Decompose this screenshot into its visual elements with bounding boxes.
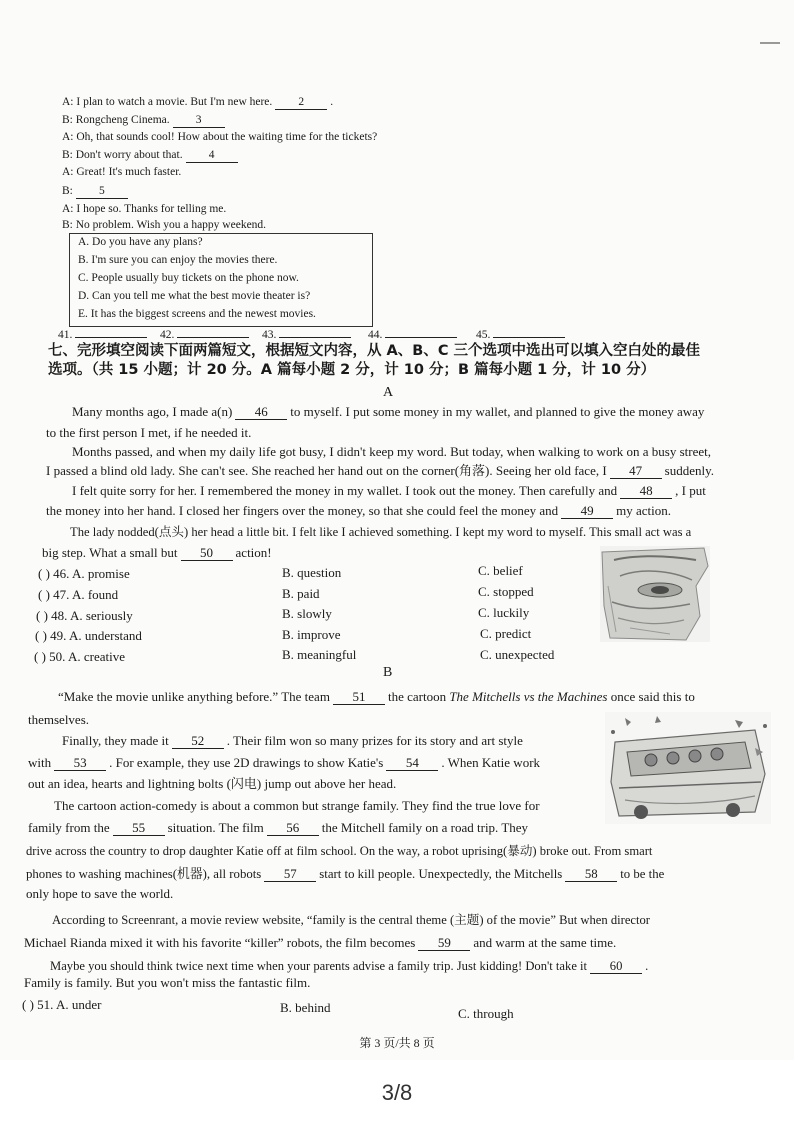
dialogue-line-6 <box>62 183 131 199</box>
dialogue-line-4 <box>62 147 241 163</box>
passage-b-line: drive across the country to drop daughter Katie off at film school. On the way, a robot uprising(暴动) broke out. From smart <box>26 844 653 858</box>
passage-text: , I put <box>675 483 706 498</box>
blank-55: 55 <box>113 821 165 836</box>
question-46-option-b: B. question <box>282 565 342 580</box>
passage-text: phones to washing machines(机器), all robots <box>26 867 262 881</box>
answer-label: 45. <box>476 329 491 341</box>
question-47[interactable] <box>38 587 118 603</box>
passage-text: once said this to <box>610 689 695 704</box>
option-a-text: 51. A. under <box>37 997 102 1012</box>
passage-text: Finally, they made it <box>62 733 169 748</box>
option-b: B. I'm sure you can enjoy the movies there. <box>78 254 278 266</box>
option-a: A. Do you have any plans? <box>78 236 203 248</box>
passage-b-line: Family is family. But you won't miss the fantastic film. <box>24 975 311 990</box>
passage-text: Maybe you should think twice next time when your parents advise a family trip. Just kidding! Don't take it <box>50 959 588 973</box>
passage-b-line <box>50 958 648 974</box>
answer-label: 42. <box>160 329 175 341</box>
answer-41 <box>58 327 150 343</box>
question-50-option-b: B. meaningful <box>282 647 357 662</box>
answer-42 <box>160 327 252 343</box>
blank-60: 60 <box>590 959 642 974</box>
passage-b-line <box>58 689 695 705</box>
dialogue-text: A: Great! It's much faster. <box>62 166 182 178</box>
question-48-option-c: C. luckily <box>478 605 530 620</box>
answer-bracket[interactable]: ( ) <box>38 566 50 581</box>
passage-text: “Make the movie unlike anything before.” The team <box>58 689 330 704</box>
passage-text: . For example, they use 2D drawings to show Katie's <box>109 755 384 770</box>
passage-b-line: out an idea, hearts and lightning bolts (闪电) jump out above her head. <box>28 776 397 791</box>
passage-text: to be the <box>620 867 665 881</box>
passage-text: with <box>28 755 52 770</box>
question-50-option-c: C. unexpected <box>480 647 555 662</box>
blank-48: 48 <box>620 484 672 499</box>
passage-b-line <box>62 733 523 749</box>
passage-text: the Mitchell family on a road trip. They <box>321 820 529 835</box>
dialogue-text: B: <box>62 185 73 197</box>
passage-text: . Their film won so many prizes for its story and art style <box>226 733 523 748</box>
passage-a-heading: A <box>383 385 394 400</box>
option-a-text: 47. A. found <box>53 587 119 602</box>
answer-44 <box>368 327 460 343</box>
answer-bracket[interactable]: ( ) <box>22 997 34 1012</box>
dialogue-text: . <box>330 96 334 108</box>
blank-54: 54 <box>386 756 438 771</box>
passage-text: Many months ago, I made a(n) <box>72 404 233 419</box>
passage-text: Michael Rianda mixed it with his favorite “killer” robots, the film becomes <box>24 935 416 950</box>
question-49[interactable] <box>35 628 142 644</box>
blank-58: 58 <box>565 867 617 882</box>
dialogue-line-3 <box>62 129 377 145</box>
blank-50: 50 <box>181 546 233 561</box>
question-47-option-c: C. stopped <box>478 584 534 599</box>
dialogue-text: A: Oh, that sounds cool! How about the waiting time for the tickets? <box>62 131 378 143</box>
passage-b-line <box>26 866 664 882</box>
question-51[interactable] <box>22 997 101 1013</box>
passage-text: suddenly. <box>664 463 715 478</box>
passage-b-line <box>28 755 540 771</box>
blank-46: 46 <box>235 405 287 420</box>
option-a-text: 46. A. promise <box>53 566 130 581</box>
passage-text: . When Katie work <box>441 755 541 770</box>
passage-text: . <box>645 959 649 973</box>
passage-b-line <box>24 935 616 951</box>
passage-b-line <box>28 820 528 836</box>
scan-mark <box>760 42 780 44</box>
answer-blank <box>177 337 249 338</box>
dialogue-line-8 <box>62 217 266 233</box>
blank-49: 49 <box>561 504 613 519</box>
blank-3: 3 <box>173 113 225 128</box>
question-46[interactable] <box>38 566 130 582</box>
passage-b-line: According to Screenrant, a movie review website, “family is the central theme (主题) of the movie” But when director <box>52 913 650 927</box>
answer-bracket[interactable]: ( ) <box>35 628 47 643</box>
option-e: E. It has the biggest screens and the newest movies. <box>78 308 316 320</box>
question-49-option-b: B. improve <box>282 627 341 642</box>
passage-a-line <box>46 503 671 519</box>
blank-47: 47 <box>610 464 662 479</box>
answer-label: 41. <box>58 329 73 341</box>
blank-2: 2 <box>275 95 327 110</box>
options-box <box>69 233 373 327</box>
question-47-option-b: B. paid <box>282 586 320 601</box>
question-51-option-c: C. through <box>458 1006 514 1021</box>
passage-text: my action. <box>616 503 672 518</box>
dialogue-line-1 <box>62 94 333 110</box>
dialogue-text: B: No problem. Wish you a happy weekend. <box>62 219 267 231</box>
answer-43 <box>262 327 354 343</box>
dialogue-line-5 <box>62 164 181 180</box>
dialogue-text: A: I plan to watch a movie. But I'm new here. <box>62 96 273 108</box>
passage-a-line: to the first person I met, if he needed it. <box>46 425 252 440</box>
answer-blank <box>493 337 565 338</box>
passage-b-heading: B <box>383 665 393 680</box>
passage-a-line: The lady nodded(点头) her head a little bit. I felt like I achieved something. I kept my word to myself. This small act was a <box>70 525 692 539</box>
passage-text: the money into her hand. I closed her fingers over the money, so that she could feel the money and <box>46 503 559 518</box>
option-a-text: 50. A. creative <box>49 649 125 664</box>
answer-bracket[interactable]: ( ) <box>36 608 48 623</box>
answer-bracket[interactable]: ( ) <box>34 649 46 664</box>
section-title-line-2: 选项。（共 15 小题；计 20 分。A 篇每小题 2 分，计 10 分；B 篇每小题 1 分，计 10 分） <box>48 362 656 378</box>
passage-a-line <box>72 404 704 420</box>
question-49-option-c: C. predict <box>480 626 532 641</box>
option-d: D. Can you tell me what the best movie theater is? <box>78 290 311 302</box>
blind-lady-illustration <box>600 546 710 642</box>
blank-56: 56 <box>267 821 319 836</box>
passage-a-line <box>46 463 714 479</box>
blank-57: 57 <box>264 867 316 882</box>
section-title-line-1: 七、完形填空阅读下面两篇短文，根据短文内容，从 A、B、C 三个选项中选出可以填入空白处的最佳 <box>48 343 701 359</box>
passage-b-line: only hope to save the world. <box>26 886 174 901</box>
passage-text: the cartoon <box>387 689 447 704</box>
movie-title: The Mitchells vs the Machines <box>449 689 608 704</box>
answer-blank <box>279 337 351 338</box>
passage-text: and warm at the same time. <box>473 935 617 950</box>
passage-a-line <box>42 545 272 561</box>
passage-a-line <box>72 483 706 499</box>
passage-text: situation. The film <box>167 820 264 835</box>
passage-text: big step. What a small but <box>42 545 178 560</box>
option-a-text: 49. A. understand <box>50 628 142 643</box>
question-48-option-b: B. slowly <box>282 606 332 621</box>
answer-label: 43. <box>262 329 277 341</box>
dialogue-text: B: Don't worry about that. <box>62 149 183 161</box>
option-a-text: 48. A. seriously <box>51 608 133 623</box>
passage-b-line: The cartoon action-comedy is about a common but strange family. They find the true love for <box>54 798 540 813</box>
passage-text: action! <box>235 545 272 560</box>
passage-text: start to kill people. Unexpectedly, the Mitchells <box>319 867 563 881</box>
answer-blank <box>75 337 147 338</box>
passage-text: family from the <box>28 820 110 835</box>
passage-text: to myself. I put some money in my wallet, and planned to give the money away <box>290 404 705 419</box>
question-48[interactable] <box>36 608 133 624</box>
passage-text: I passed a blind old lady. She can't see. She reached her hand out on the corner(角落). Seeing her old face, I <box>46 463 607 478</box>
blank-51: 51 <box>333 690 385 705</box>
blank-5: 5 <box>76 184 128 199</box>
page-indicator: 3/8 <box>381 1080 413 1105</box>
answer-bracket[interactable]: ( ) <box>38 587 50 602</box>
option-c: C. People usually buy tickets on the phone now. <box>78 272 299 284</box>
passage-b-line: themselves. <box>28 712 90 727</box>
passage-text: I felt quite sorry for her. I remembered the money in my wallet. I took out the money. Then carefully and <box>72 483 618 498</box>
answer-45 <box>476 327 568 343</box>
blank-52: 52 <box>172 734 224 749</box>
mitchells-car-illustration <box>605 712 771 824</box>
dialogue-text: A: I hope so. Thanks for telling me. <box>62 203 227 215</box>
question-50[interactable] <box>34 649 125 665</box>
dialogue-line-7 <box>62 201 226 217</box>
answer-label: 44. <box>368 329 383 341</box>
blank-4: 4 <box>186 148 238 163</box>
answer-blank <box>385 337 457 338</box>
blank-53: 53 <box>54 756 106 771</box>
dialogue-line-2 <box>62 112 228 128</box>
question-51-option-b: B. behind <box>280 1000 331 1015</box>
page-footer: 第 3 页/共 8 页 <box>359 1036 435 1050</box>
dialogue-text: B: Rongcheng Cinema. <box>62 114 170 126</box>
passage-a-line: Months passed, and when my daily life got busy, I didn't keep my word. But today, when walking to work on a busy street, <box>72 444 712 459</box>
question-46-option-c: C. belief <box>478 563 523 578</box>
blank-59: 59 <box>418 936 470 951</box>
